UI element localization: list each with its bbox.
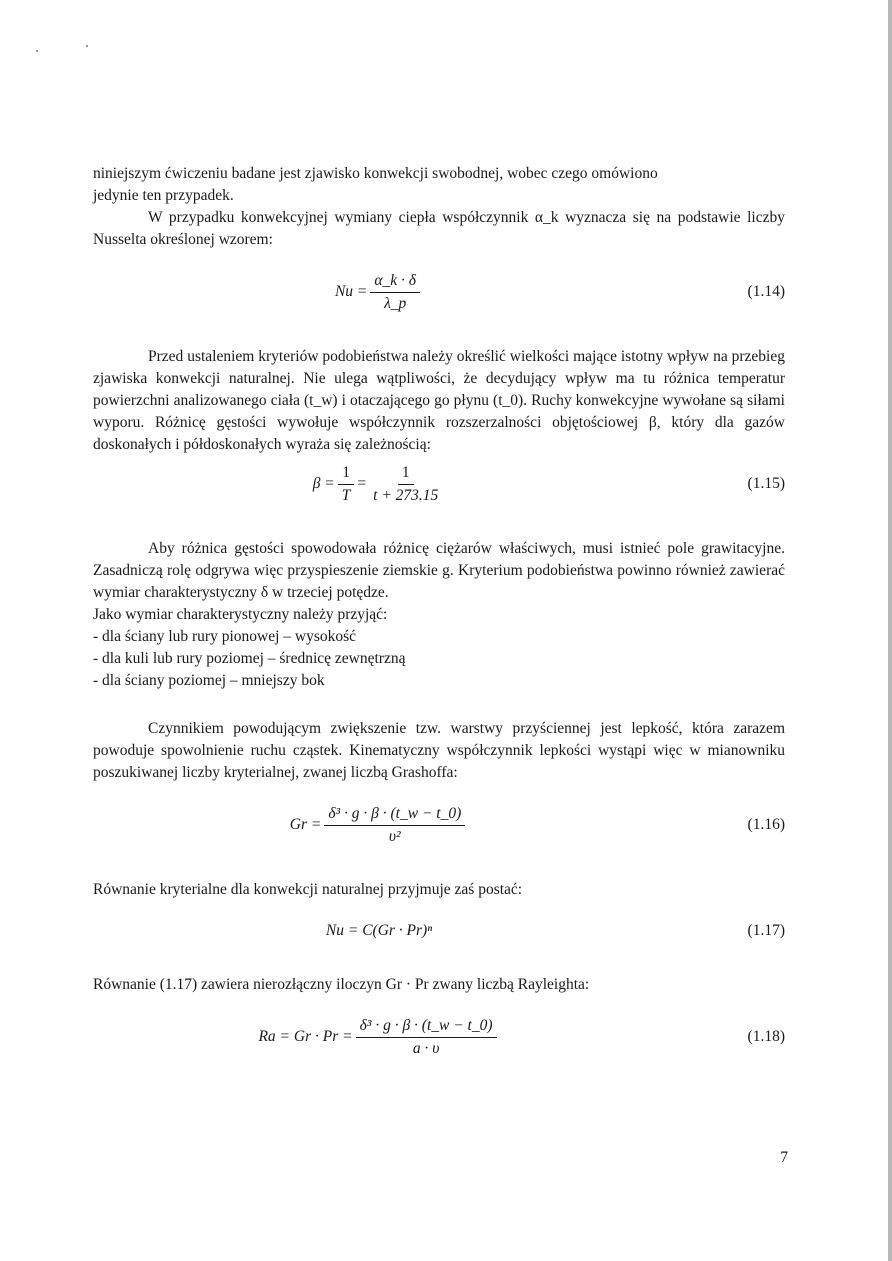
eq-1-14-fraction: [370, 271, 420, 314]
eq-1-15-fraction-1: [338, 463, 355, 506]
eq-1-16-fraction: [324, 804, 465, 847]
equation-number-1-17: (1.17): [747, 922, 785, 939]
scan-edge-shadow: [888, 0, 892, 1261]
equation-number-1-14: (1.14): [747, 283, 785, 300]
equation-number-1-16: (1.16): [747, 816, 785, 833]
eq-1-16-lhs: Gr =: [289, 816, 322, 833]
eq-1-15-fraction-2: [369, 463, 442, 506]
eq-1-18-lhs: Ra = Gr · Pr =: [258, 1028, 353, 1045]
equation-1-18: [93, 1009, 785, 1065]
paragraph-6: Czynnikiem powodującym zwiększenie tzw. warstwy przyściennej jest lepkość, która zarazem powoduje spowolnienie ruchu cząstek. Kinematyczny współczynnik lepkości wystąpi więc w mianowniku poszukiwanej liczby kryterialnej, zwanej liczbą Grashoffa:: [93, 720, 785, 781]
characteristic-dimension-list: [93, 626, 785, 692]
eq-1-15-lhs: β =: [312, 475, 335, 492]
equation-number-1-18: (1.18): [747, 1028, 785, 1045]
eq-1-18-numerator: δ³ · g · β · (t_w − t_0): [356, 1016, 497, 1038]
eq-1-18-fraction: [356, 1016, 497, 1059]
eq-1-15-frac1-numerator: 1: [338, 463, 354, 485]
paragraph-2: W przypadku konwekcyjnej wymiany ciepła współczynnik α_k wyznacza się na podstawie liczby Nusselta określonej wzorem:: [93, 209, 785, 248]
eq-1-15-frac2-numerator: 1: [398, 463, 414, 485]
eq-1-18-denominator: a · υ: [412, 1039, 440, 1057]
equation-1-16: [93, 797, 785, 853]
paragraph-1-line-2: jedynie ten przypadek.: [93, 187, 234, 204]
eq-1-14-lhs: Nu =: [334, 283, 368, 300]
eq-1-15-equals: =: [357, 475, 367, 492]
page-body: [93, 163, 785, 1065]
paragraph-4: Aby różnica gęstości spowodowała różnicę ciężarów właściwych, musi istnieć pole grawitacyjne. Zasadniczą rolę odgrywa więc przyspieszenie ziemskie g. Kryterium podobieństwa powinno również zawierać wymiar charakterystyczny δ w trzeciej potędze.: [93, 540, 785, 601]
eq-1-17-formula: Nu = C(Gr · Pr)ⁿ: [325, 922, 433, 939]
paragraph-1-line-1: niniejszym ćwiczeniu badane jest zjawisko konwekcji swobodnej, wobec czego omówiono: [93, 165, 658, 182]
paragraph-3: Przed ustaleniem kryteriów podobieństwa należy określić wielkości mające istotny wpływ na przebieg zjawiska konwekcji naturalnej. Nie ulega wątpliwości, że decydujący wpływ ma tu różnica temperatur powierzchni analizowanego ciała (t_w) i otaczającego go płynu (t_0). Ruchy konwekcyjne wywołane są siłami wyporu. Różnicę gęstości wywołuje współczynnik rozszerzalności objętościowej β, który dla gazów doskonałych i półdoskonałych wyraża się zależnością:: [93, 348, 785, 453]
equation-1-15: [93, 456, 785, 512]
paragraph-8: Równanie (1.17) zawiera nierozłączny iloczyn Gr · Pr zwany liczbą Rayleighta:: [93, 976, 590, 993]
list-item: - dla ściany lub rury pionowej – wysokość: [93, 628, 357, 645]
eq-1-15-frac2-denominator: t + 273.15: [373, 486, 439, 504]
list-item: - dla kuli lub rury poziomej – średnicę zewnętrzną: [93, 650, 406, 667]
equation-1-14: [93, 264, 785, 320]
equation-1-17: [93, 914, 785, 948]
eq-1-15-frac1-denominator: T: [341, 486, 351, 504]
page-number: 7: [780, 1149, 788, 1166]
list-intro: Jako wymiar charakterystyczny należy przyjąć:: [93, 606, 388, 623]
equation-number-1-15: (1.15): [747, 475, 785, 492]
eq-1-14-denominator: λ_p: [384, 294, 407, 312]
list-item: - dla ściany poziomej – mniejszy bok: [93, 672, 325, 689]
scan-speck: [36, 50, 38, 52]
eq-1-16-denominator: υ²: [388, 827, 401, 845]
eq-1-16-numerator: δ³ · g · β · (t_w − t_0): [324, 804, 465, 826]
paragraph-7: Równanie kryterialne dla konwekcji naturalnej przyjmuje zaś postać:: [93, 881, 523, 898]
eq-1-14-numerator: α_k · δ: [370, 271, 420, 293]
scan-speck: [86, 45, 88, 47]
